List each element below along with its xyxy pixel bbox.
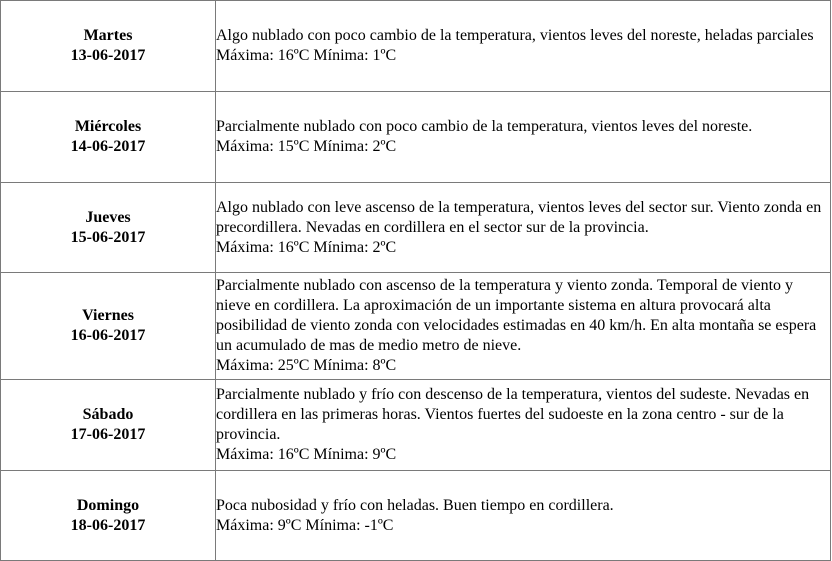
day-cell: [1, 1, 216, 92]
forecast-temperatures: Máxima: 16ºC Mínima: 2ºC: [216, 238, 397, 256]
forecast-temperatures: Máxima: 15ºC Mínima: 2ºC: [216, 138, 397, 155]
forecast-temperatures: Máxima: 25ºC Mínima: 8ºC: [216, 357, 397, 374]
forecast-description: Parcialmente nublado con ascenso de la temperatura y viento zonda. Temporal de viento y nieve en cordillera. La aproximación de un importante sistema en altura provocará alta posibilidad de viento zonda con velocidades estimadas en 40 km/h. En alta montaña se espera un acumulado de mas de medio metro de nieve.: [216, 277, 817, 354]
day-name: Sábado: [82, 406, 134, 423]
forecast-row: [1, 273, 831, 380]
forecast-description: Parcialmente nublado con poco cambio de la temperatura, vientos leves del noreste.: [216, 118, 753, 135]
day-name: Viernes: [82, 307, 134, 324]
day-name: Jueves: [85, 208, 131, 226]
day-cell: [1, 273, 216, 380]
forecast-temperatures: Máxima: 16ºC Mínima: 1ºC: [216, 47, 397, 64]
day-name: Martes: [83, 27, 133, 44]
forecast-description-cell: [216, 92, 831, 183]
forecast-description-cell: [216, 1, 831, 92]
forecast-description-cell: [216, 380, 831, 471]
day-cell: [1, 183, 216, 273]
day-date: 14-06-2017: [70, 138, 146, 155]
forecast-description: Poca nubosidad y frío con heladas. Buen tiempo en cordillera.: [216, 496, 614, 514]
forecast-description-cell: [216, 183, 831, 273]
forecast-row: [1, 471, 831, 561]
forecast-row: [1, 92, 831, 183]
forecast-description-cell: [216, 273, 831, 380]
day-date: 16-06-2017: [70, 327, 146, 344]
forecast-description: Algo nublado con leve ascenso de la temperatura, vientos leves del sector sur. Viento zonda en precordillera. Nevadas en cordillera en el sector sur de la provincia.: [216, 198, 822, 236]
day-name: Domingo: [76, 496, 140, 514]
forecast-row: [1, 183, 831, 273]
forecast-row: [1, 380, 831, 471]
day-date: 17-06-2017: [70, 426, 146, 443]
day-date: 15-06-2017: [70, 228, 146, 246]
day-cell: [1, 471, 216, 561]
day-cell: [1, 92, 216, 183]
day-cell: [1, 380, 216, 471]
day-date: 18-06-2017: [70, 516, 146, 534]
forecast-description: Parcialmente nublado y frío con descenso de la temperatura, vientos del sudeste. Nevadas en cordillera en las primeras horas. Vientos fuertes del sudoeste en la zona centro - sur de la provincia.: [216, 386, 810, 443]
forecast-row: [1, 1, 831, 92]
day-name: Miércoles: [74, 118, 142, 135]
forecast-description: Algo nublado con poco cambio de la temperatura, vientos leves del noreste, heladas parciales: [216, 27, 814, 44]
day-date: 13-06-2017: [70, 47, 146, 64]
forecast-temperatures: Máxima: 16ºC Mínima: 9ºC: [216, 446, 397, 463]
forecast-description-cell: [216, 471, 831, 561]
forecast-temperatures: Máxima: 9ºC Mínima: -1ºC: [216, 516, 394, 534]
